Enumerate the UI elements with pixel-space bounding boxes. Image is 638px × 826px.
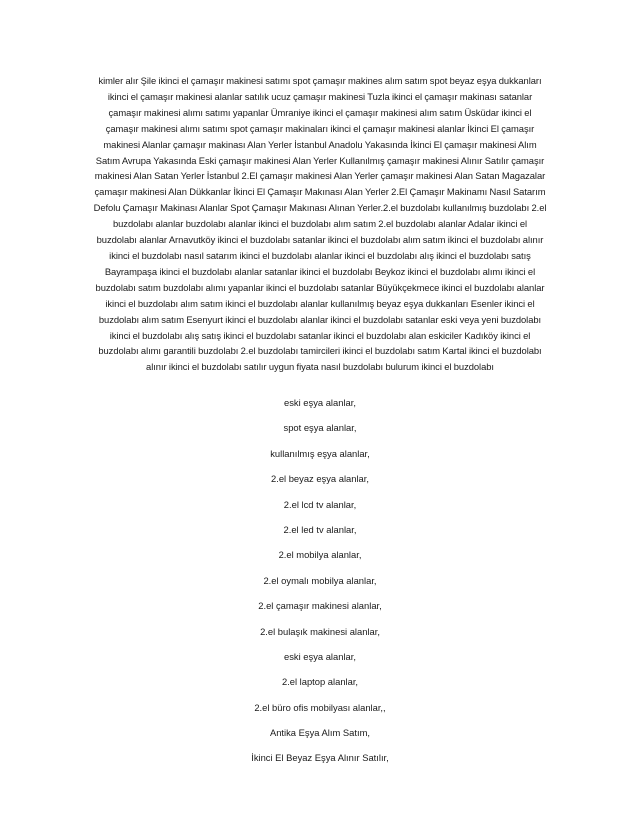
list-item: 2.el büro ofis mobilyası alanlar,, — [254, 701, 386, 713]
list-item: İkinci El Beyaz Eşya Alınır Satılır, — [251, 752, 389, 764]
body-paragraph: kimler alır Şile ikinci el çamaşır makinesi satımı spot çamaşır makines alım satım spot beyaz eşya dukkanları ikinci el çamaşır makinesi alanlar satılık ucuz çamaşır makinesi Tuzla ikinci el çamaşır makinası satanlar çamaşır makinesi alımı satımı yapanlar Ümraniye ikinci el çamaşır makinesi alım satım Üsküdar ikinci el çamaşır makinesi alımı satımı spot çamaşır makinaları ikinci el çamaşır makinesi alanlar İkinci El çamaşır makinesi Alanlar çamaşır makinası Alan Yerler İstanbul Anadolu Yakasında İkinci El çamaşır makinesi Alım Satım Avrupa Yakasında Eski çamaşır makinesi Alan Yerler Kullanılmış çamaşır makinesi Alınır Satılır çamaşır makinesi Alan Satan Yerler İstanbul 2.El çamaşır makinesi Alan Yerler çamaşır makinesi Alan Satan Magazalar çamaşır makinesi Alan Dükkanlar İkinci El Çamaşır Makınası Alan Yerler 2.El Çamaşır Makinamı Nasıl Satarım Defolu Çamaşır Makinası Alanlar Spot Çamaşır Makınası Alınan Yerler.2.el buzdolabı kullanılmış buzdolabı 2.el buzdolabı alanlar buzdolabı alanlar ikinci el buzdolabı alım satım 2.el buzdolabı alanlar Adalar ikinci el buzdolabı alanlar Arnavutköy ikinci el buzdolabı satanlar ikinci el buzdolabı alım satım ikinci el buzdolabı alınır ikinci el buzdolabı nasıl satarım ikinci el buzdolabı alanlar ikinci el buzdolabı alış ikinci el buzdolabı satış Bayrampaşa ikinci el buzdolabı alanlar satanlar ikinci el buzdolabı Beykoz ikinci el buzdolabı alımı ikinci el buzdolabı satım buzdolabı alımı yapanlar ikinci el buzdolabı satanlar Büyükçekmece ikinci el buzdolabı alanlar ikinci el buzdolabı alım satım ikinci el buzdolabı alanlar kullanılmış beyaz eşya dukkanları Esenler ikinci el buzdolabı alım satım Esenyurt ikinci el buzdolabı alanlar ikinci el buzdolabı satanlar eski veya yeni buzdolabı ikinci el buzdolabı alış satış ikinci el buzdolabı satanlar ikinci el buzdolabı alan eskiciler Kadıköy ikinci el buzdolabı alımı garantili buzdolabı 2.el buzdolabı tamircileri ikinci el buzdolabı satım Kartal ikinci el buzdolabı alınır ikinci el buzdolabı satılır uygun fiyata nasıl buzdolabı bulurum ikinci el buzdolabı — [93, 75, 547, 373]
list-item: kullanılmış eşya alanlar, — [270, 447, 370, 459]
list-item: eski eşya alanlar, — [284, 397, 356, 408]
list-item: 2.el laptop alanlar, — [281, 676, 359, 688]
list-item: 2.el led tv alanlar, — [283, 523, 357, 535]
list-item: 2.el çamaşır makinesi alanlar, — [258, 600, 382, 612]
list-item: Antika Eşya Alım Satım, — [269, 727, 371, 739]
list-item: 2.el bulaşık makinesi alanlar, — [260, 625, 380, 637]
list-item: eski eşya alanlar, — [284, 650, 356, 662]
list-item: 2.el mobilya alanlar, — [278, 549, 362, 561]
item-list — [92, 395, 548, 776]
list-item: 2.el beyaz eşya alanlar, — [271, 473, 369, 485]
list-item: 2.el lcd tv alanlar, — [283, 498, 357, 510]
list-item: spot eşya alanlar, — [283, 422, 357, 434]
list-item: 2.el oymalı mobilya alanlar, — [263, 574, 377, 586]
